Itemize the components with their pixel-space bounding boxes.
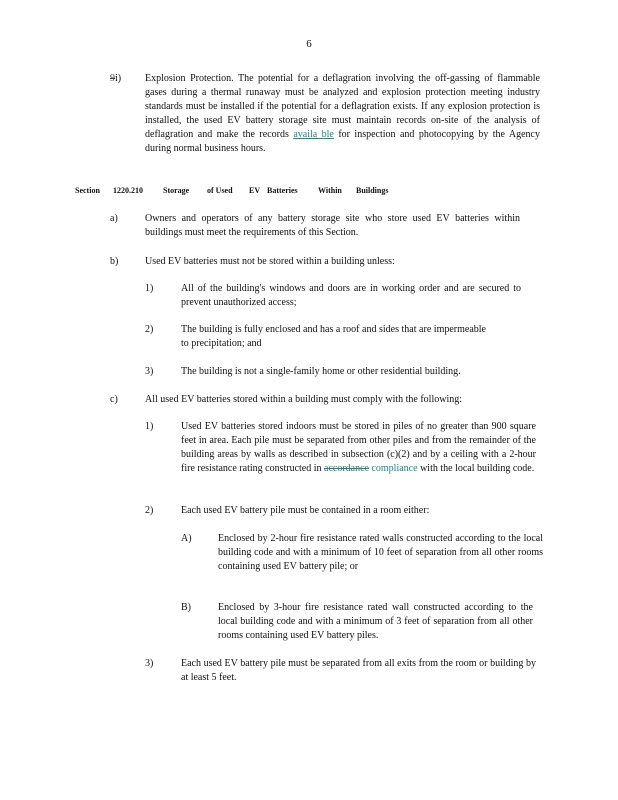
section-title-word-5: Within <box>318 186 342 195</box>
subsection-c3-text: Each used EV battery pile must be separated from all exits from the room or building by at least 5 feet. <box>181 658 536 683</box>
subsection-c-label: c) <box>110 394 118 405</box>
section-title-word-1: Storage <box>163 186 190 195</box>
subsection-c2-text: Each used EV battery pile must be contained in a room either: <box>181 505 430 516</box>
item-i-text-end: for inspection and photocopying by the Agency during normal business hours. <box>145 129 540 154</box>
subsection-b3-text: The building is not a single-family home or other residential building. <box>181 366 461 377</box>
item-i-paragraph <box>145 72 540 156</box>
subsection-c3-label: 3) <box>145 658 154 669</box>
section-title-word-4: Batteries <box>267 186 298 195</box>
struck-word: accordance <box>324 463 369 474</box>
subsection-c1-text: Used EV batteries stored indoors must be stored in piles of no greater than 900 square feet in area. Each pile must be separated from other piles and from the remainder of the building areas by walls as described in subsection (c)(2) and by a ceiling with a 2-hour fire resistance rating constructed in <box>181 421 536 474</box>
item-i-label <box>110 72 121 86</box>
item-i-old-label: 9 <box>110 73 115 84</box>
subsection-b1-label: 1) <box>145 283 154 294</box>
section-title-word-6: Buildings <box>356 186 389 195</box>
subsection-b-label: b) <box>110 256 119 267</box>
inserted-word: compliance <box>371 463 418 474</box>
subsection-c1-label: 1) <box>145 421 154 432</box>
subsection-c2a-label: A) <box>181 533 192 544</box>
subsection-c2b-label: B) <box>181 602 191 613</box>
subsection-b2-text: The building is fully enclosed and has a roof and sides that are impermeable to precipitation; and <box>181 324 486 349</box>
subsection-c1-paragraph <box>181 420 536 476</box>
subsection-c2-label: 2) <box>145 505 154 516</box>
subsection-b-text: Used EV batteries must not be stored within a building unless: <box>145 256 395 267</box>
page-number: 6 <box>306 38 312 50</box>
item-i-inserted-text: availa ble <box>293 129 334 140</box>
section-number: 1220.210 <box>113 186 143 195</box>
subsection-a-text: Owners and operators of any battery storage site who store used EV batteries within buildings must meet the requirements of this Section. <box>145 213 520 238</box>
item-i-text: Explosion Protection. The potential for a deflagration involving the off-gassing of flammable gases during a thermal runaway must be analyzed and explosion protection meeting industry standards must be installed if the potential for a deflagration exists. If any explosion protection is installed, the used EV battery storage site must maintain records on-site of the analysis of deflagration and make the records <box>145 73 540 140</box>
subsection-c2a-text: Enclosed by 2-hour fire resistance rated walls constructed according to the local building code and with a minimum of 10 feet of separation from all other rooms containing used EV battery pile; or <box>218 533 543 572</box>
subsection-b3-label: 3) <box>145 366 154 377</box>
subsection-b2-label: 2) <box>145 324 154 335</box>
subsection-a-label: a) <box>110 213 118 224</box>
subsection-b1-text: All of the building's windows and doors are in working order and are secured to prevent unauthorized access; <box>181 283 521 308</box>
subsection-c2b-text: Enclosed by 3-hour fire resistance rated wall constructed according to the local building code and with a minimum of 3 feet of separation from all other rooms containing used EV battery piles. <box>218 602 533 641</box>
section-title-word-2: of Used <box>207 186 233 195</box>
section-label: Section <box>75 186 100 195</box>
section-title-word-3: EV <box>249 186 261 195</box>
subsection-c1-text-end: with the local building code. <box>420 463 535 474</box>
item-i-new-label: i) <box>115 73 122 84</box>
subsection-c-text: All used EV batteries stored within a building must comply with the following: <box>145 394 463 405</box>
